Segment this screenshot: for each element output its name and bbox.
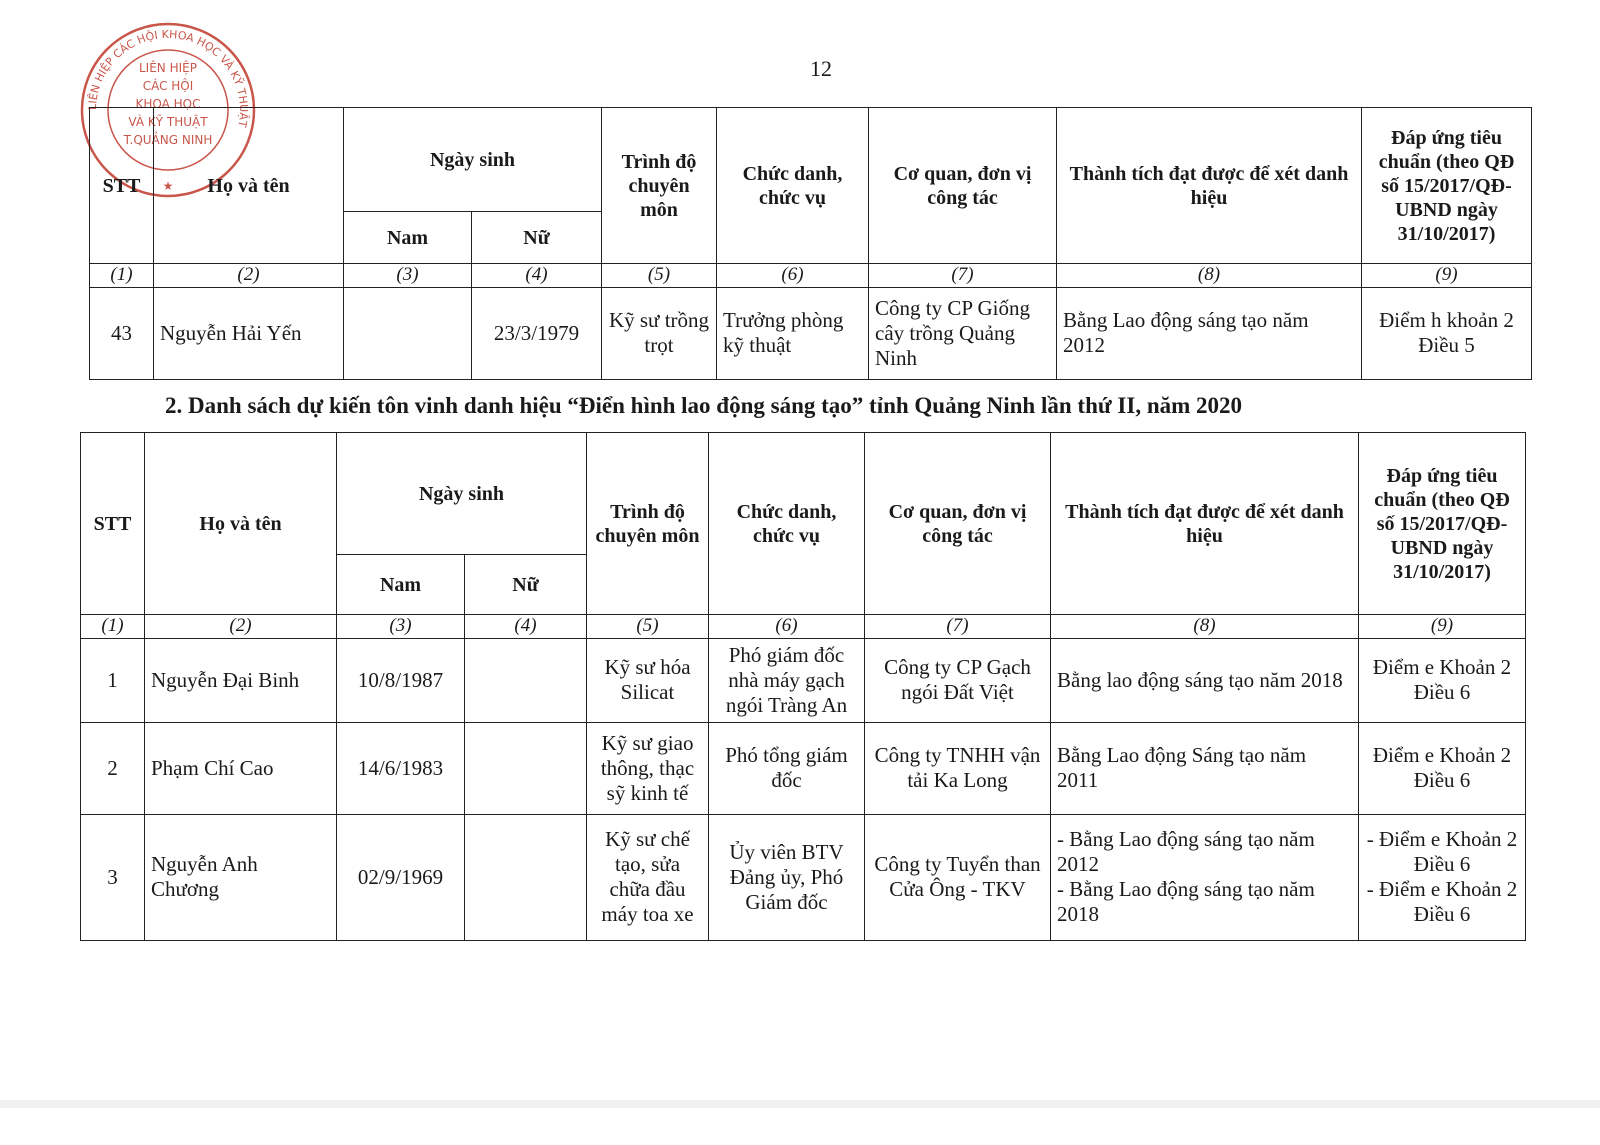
table-row	[81, 638, 1526, 722]
nominee-table-section-2	[80, 432, 1526, 941]
column-number: (7)	[869, 264, 1057, 288]
cell-stt: 2	[81, 722, 145, 814]
cell-criteria: Điểm e Khoản 2 Điều 6	[1359, 638, 1526, 722]
column-number: (9)	[1362, 264, 1532, 288]
cell-name: Phạm Chí Cao	[145, 722, 337, 814]
criteria-line: - Điểm e Khoản 2 Điều 6	[1366, 877, 1518, 927]
column-number: (4)	[472, 264, 602, 288]
cell-stt: 3	[81, 814, 145, 940]
svg-text:KHOA HỌC: KHOA HỌC	[135, 97, 201, 111]
column-number: (6)	[709, 615, 865, 639]
cell-male-dob: 14/6/1983	[337, 722, 465, 814]
cell-criteria: Điểm h khoản 2 Điều 5	[1362, 287, 1532, 379]
header-position: Chức danh, chức vụ	[717, 108, 869, 264]
header-name: Họ và tên	[145, 433, 337, 615]
header-stt: STT	[81, 433, 145, 615]
cell-qualification: Kỹ sư hóa Silicat	[587, 638, 709, 722]
table-row	[81, 722, 1526, 814]
column-number: (4)	[465, 615, 587, 639]
cell-workplace: Công ty CP Giống cây trồng Quảng Ninh	[869, 287, 1057, 379]
cell-female-dob	[465, 638, 587, 722]
cell-achievement: Bằng Lao động Sáng tạo năm 2011	[1051, 722, 1359, 814]
column-number: (9)	[1359, 615, 1526, 639]
header-workplace: Cơ quan, đơn vị công tác	[865, 433, 1051, 615]
header-male: Nam	[337, 555, 465, 615]
column-number: (7)	[865, 615, 1051, 639]
header-female: Nữ	[465, 555, 587, 615]
page-number: 12	[810, 56, 832, 81]
column-number: (2)	[145, 615, 337, 639]
header-stt: STT	[90, 108, 154, 264]
column-number-row	[90, 264, 1532, 288]
header-criteria: Đáp ứng tiêu chuẩn (theo QĐ số 15/2017/QĐ-UBND ngày 31/10/2017)	[1362, 108, 1532, 264]
cell-stt: 43	[90, 287, 154, 379]
cell-male-dob	[344, 287, 472, 379]
cell-female-dob	[465, 814, 587, 940]
cell-achievement: Bằng Lao động sáng tạo năm 2012	[1057, 287, 1362, 379]
cell-criteria: Điểm e Khoản 2 Điều 6	[1359, 722, 1526, 814]
column-number: (1)	[81, 615, 145, 639]
column-number: (5)	[587, 615, 709, 639]
cell-male-dob: 10/8/1987	[337, 638, 465, 722]
cell-name: Nguyễn Anh Chương	[145, 814, 337, 940]
cell-criteria	[1359, 814, 1526, 940]
cell-workplace: Công ty CP Gạch ngói Đất Việt	[865, 638, 1051, 722]
section-2-title: 2. Danh sách dự kiến tôn vinh danh hiệu “Điển hình lao động sáng tạo” tỉnh Quảng Ninh lần thứ II, năm 2020	[165, 393, 1243, 418]
table-row	[81, 814, 1526, 940]
cell-position: Phó tổng giám đốc	[709, 722, 865, 814]
achievement-line: - Bằng Lao động sáng tạo năm 2018	[1057, 877, 1315, 927]
cell-achievement	[1051, 814, 1359, 940]
cell-workplace: Công ty TNHH vận tải Ka Long	[865, 722, 1051, 814]
column-number-row	[81, 615, 1526, 639]
header-dob: Ngày sinh	[337, 433, 587, 555]
cell-female-dob: 23/3/1979	[472, 287, 602, 379]
cell-position: Trưởng phòng kỹ thuật	[717, 287, 869, 379]
column-number: (3)	[337, 615, 465, 639]
svg-text:★: ★	[162, 179, 174, 193]
svg-text:VÀ KỸ THUẬT: VÀ KỸ THUẬT	[128, 115, 208, 129]
column-number: (3)	[344, 264, 472, 288]
header-qualification: Trình độ chuyên môn	[602, 108, 717, 264]
cell-position: Phó giám đốc nhà máy gạch ngói Tràng An	[709, 638, 865, 722]
cell-stt: 1	[81, 638, 145, 722]
cell-position: Ủy viên BTV Đảng ủy, Phó Giám đốc	[709, 814, 865, 940]
header-qualification: Trình độ chuyên môn	[587, 433, 709, 615]
header-male: Nam	[344, 212, 472, 264]
column-number: (1)	[90, 264, 154, 288]
column-number: (2)	[154, 264, 344, 288]
header-dob: Ngày sinh	[344, 108, 602, 212]
cell-qualification: Kỹ sư chế tạo, sửa chữa đầu máy toa xe	[587, 814, 709, 940]
criteria-line: - Điểm e Khoản 2 Điều 6	[1366, 826, 1518, 877]
svg-text:LIÊN HIỆP CÁC HỘI KHOA HỌC VÀ: LIÊN HIỆP CÁC HỘI KHOA HỌC VÀ KỸ THUẬT	[85, 27, 251, 129]
cell-male-dob: 02/9/1969	[337, 814, 465, 940]
header-female: Nữ	[472, 212, 602, 264]
cell-name: Nguyễn Đại Binh	[145, 638, 337, 722]
header-criteria: Đáp ứng tiêu chuẩn (theo QĐ số 15/2017/QĐ-UBND ngày 31/10/2017)	[1359, 433, 1526, 615]
svg-text:CÁC HỘI: CÁC HỘI	[142, 79, 194, 93]
svg-text:LIÊN HIỆP: LIÊN HIỆP	[139, 61, 197, 75]
column-number: (6)	[717, 264, 869, 288]
cell-achievement: Bằng lao động sáng tạo năm 2018	[1051, 638, 1359, 722]
cell-female-dob	[465, 722, 587, 814]
cell-qualification: Kỹ sư trồng trọt	[602, 287, 717, 379]
achievement-line: - Bằng Lao động sáng tạo năm 2012	[1057, 826, 1315, 877]
cell-name: Nguyễn Hải Yến	[154, 287, 344, 379]
svg-text:T.QUẢNG NINH: T.QUẢNG NINH	[123, 133, 213, 147]
cell-qualification: Kỹ sư giao thông, thạc sỹ kinh tế	[587, 722, 709, 814]
nominee-table-continued	[89, 107, 1532, 380]
header-achievement: Thành tích đạt được để xét danh hiệu	[1051, 433, 1359, 615]
table-row	[90, 287, 1532, 379]
header-name: Họ và tên	[154, 108, 344, 264]
column-number: (8)	[1057, 264, 1362, 288]
column-number: (8)	[1051, 615, 1359, 639]
scan-edge	[0, 1100, 1600, 1108]
header-workplace: Cơ quan, đơn vị công tác	[869, 108, 1057, 264]
header-achievement: Thành tích đạt được để xét danh hiệu	[1057, 108, 1362, 264]
column-number: (5)	[602, 264, 717, 288]
cell-workplace: Công ty Tuyển than Cửa Ông - TKV	[865, 814, 1051, 940]
header-position: Chức danh, chức vụ	[709, 433, 865, 615]
